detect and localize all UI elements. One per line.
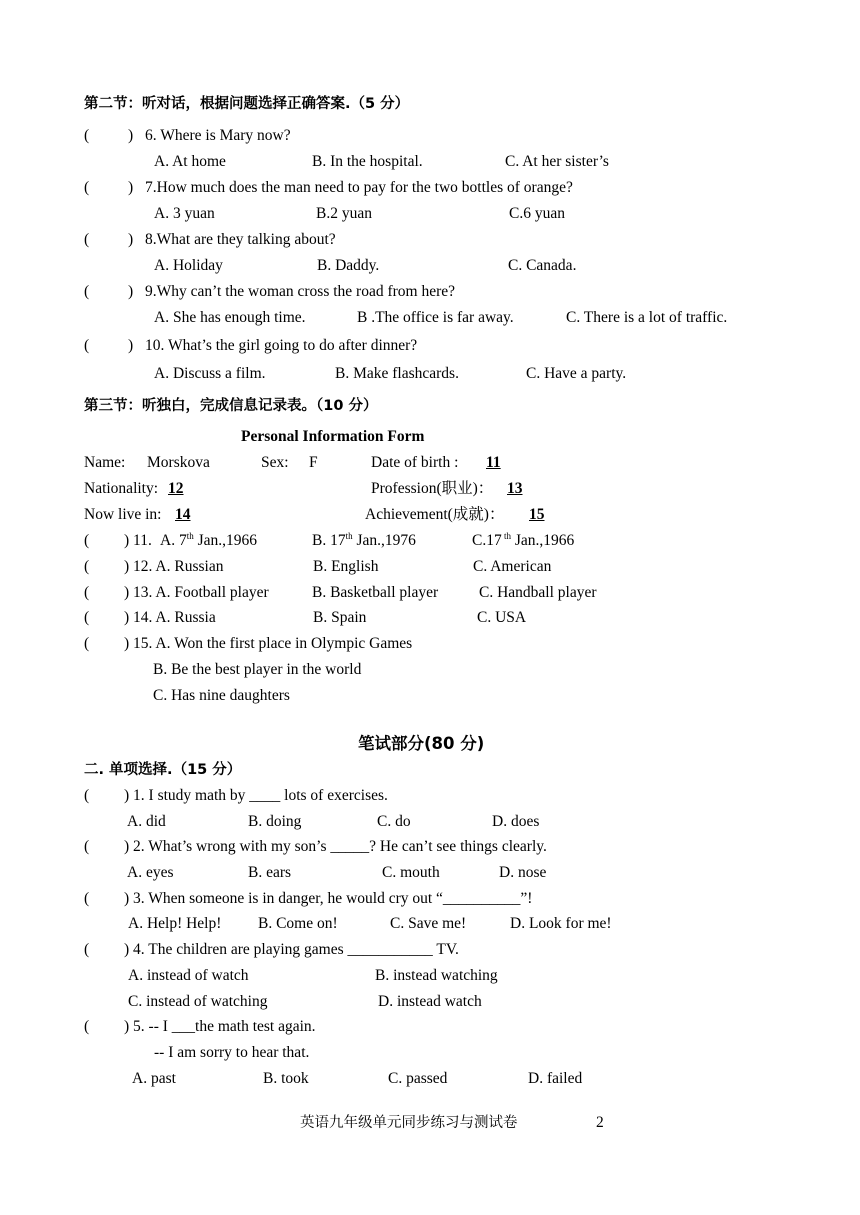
option-c: C. Has nine daughters — [153, 687, 290, 704]
option-c: C. USA — [477, 609, 527, 626]
option-b: B. Make flashcards. — [335, 365, 459, 382]
option-d: D. Look for me! — [510, 915, 612, 932]
achievement-label: Achievement(成就)： — [365, 506, 505, 523]
live-blank[interactable]: 14 — [175, 506, 191, 523]
name-value: Morskova — [147, 454, 210, 471]
option-c: C. Handball player — [479, 584, 597, 601]
name-label: Name: — [84, 454, 126, 471]
answer-paren-close: ) — [128, 231, 134, 248]
option-c: C. Have a party. — [526, 365, 627, 382]
option-d: D. instead watch — [378, 993, 482, 1010]
sex-value: F — [309, 454, 318, 471]
option-a: A. 7th Jan.,1966 — [160, 530, 258, 549]
option-c: C. instead of watching — [128, 993, 268, 1010]
option-b: B .The office is far away. — [357, 309, 514, 326]
option-b: B. Spain — [313, 609, 367, 626]
question-text: ) 5. -- I ___the math test again. — [124, 1018, 316, 1035]
option-c: C. Save me! — [390, 915, 467, 932]
question-text: ) 4. The children are playing games ___________ TV. — [124, 941, 459, 958]
answer-paren[interactable]: ( — [84, 337, 90, 354]
option-a: A. instead of watch — [128, 967, 249, 984]
dob-blank[interactable]: 11 — [486, 454, 501, 471]
option-b: B. Basketball player — [312, 584, 439, 601]
option-c: C. do — [377, 813, 411, 830]
section-3-title: 第三节：听独白，完成信息记录表。（10 分） — [84, 398, 378, 414]
question-text: ) 12. A. Russian — [124, 558, 224, 575]
option-b: B.2 yuan — [316, 205, 372, 222]
form-title: Personal Information Form — [241, 428, 425, 445]
option-b: B. ears — [248, 864, 292, 881]
answer-paren[interactable]: ( — [84, 1018, 90, 1035]
answer-paren[interactable]: ( — [84, 609, 90, 626]
sex-label: Sex: — [261, 454, 289, 471]
answer-paren-close: ) — [128, 283, 134, 300]
answer-paren-close: ) — [128, 179, 134, 196]
option-a: A. did — [127, 813, 166, 830]
question-text: 10. What’s the girl going to do after dinner? — [145, 337, 418, 354]
answer-paren[interactable]: ( — [84, 787, 90, 804]
question-text: ) 3. When someone is in danger, he would cry out “__________”! — [124, 890, 533, 907]
answer-paren[interactable]: ( — [84, 635, 90, 652]
footer-title: 英语九年级单元同步练习与测试卷 — [300, 1115, 518, 1131]
option-c: C. mouth — [382, 864, 440, 881]
section-2-title: 第二节：听对话，根据问题选择正确答案.（5 分） — [84, 96, 410, 112]
option-c: C. passed — [388, 1070, 448, 1087]
answer-paren[interactable]: ( — [84, 179, 90, 196]
option-d: D. nose — [499, 864, 547, 881]
profession-blank[interactable]: 13 — [507, 480, 523, 497]
option-b: B. In the hospital. — [312, 153, 423, 170]
question-text: ) 13. A. Football player — [124, 584, 269, 601]
answer-paren[interactable]: ( — [84, 231, 90, 248]
response-text: -- I am sorry to hear that. — [154, 1044, 310, 1061]
question-number: ) 11. — [124, 532, 152, 549]
achievement-blank[interactable]: 15 — [529, 506, 545, 523]
option-b: B. English — [313, 558, 379, 575]
answer-paren-close: ) — [128, 337, 134, 354]
question-text: ) 2. What’s wrong with my son’s _____? He can’t see things clearly. — [124, 838, 547, 855]
option-b: B. doing — [248, 813, 302, 830]
live-label: Now live in: — [84, 506, 162, 523]
option-d: D. does — [492, 813, 540, 830]
single-choice-title: 二. 单项选择.（15 分） — [84, 762, 242, 778]
option-c: C.17 $^{th}$ Jan.,1966 — [472, 530, 575, 549]
option-c: C. There is a lot of traffic. — [566, 309, 728, 326]
option-a: A. She has enough time. — [154, 309, 306, 326]
option-a: A. At home — [154, 153, 226, 170]
option-d: D. failed — [528, 1070, 583, 1087]
answer-paren-close: ) — [128, 127, 134, 144]
question-text: 8.What are they talking about? — [145, 231, 336, 248]
page-number: 2 — [596, 1114, 604, 1131]
option-b: B. Daddy. — [317, 257, 380, 274]
answer-paren[interactable]: ( — [84, 558, 90, 575]
question-text: ) 1. I study math by ____ lots of exercises. — [124, 787, 388, 804]
option-a: A. eyes — [127, 864, 174, 881]
option-b: B. took — [263, 1070, 309, 1087]
option-c: C.6 yuan — [509, 205, 565, 222]
option-a: A. Discuss a film. — [154, 365, 266, 382]
option-b: B. 17th Jan.,1976 — [312, 530, 416, 549]
option-c: C. American — [473, 558, 552, 575]
answer-paren[interactable]: ( — [84, 584, 90, 601]
option-a: A. Help! Help! — [128, 915, 222, 932]
answer-paren[interactable]: ( — [84, 890, 90, 907]
option-a: A. Holiday — [154, 257, 223, 274]
option-a: A. past — [132, 1070, 176, 1087]
answer-paren[interactable]: ( — [84, 127, 90, 144]
option-c: C. At her sister’s — [505, 153, 609, 170]
question-text: 9.Why can’t the woman cross the road from here? — [145, 283, 456, 300]
answer-paren[interactable]: ( — [84, 941, 90, 958]
option-b: B. instead watching — [375, 967, 498, 984]
option-a: A. 3 yuan — [154, 205, 215, 222]
option-b: B. Come on! — [258, 915, 338, 932]
question-text: ) 15. A. Won the first place in Olympic Games — [124, 635, 413, 652]
question-text: ) 14. A. Russia — [124, 609, 216, 626]
answer-paren[interactable]: ( — [84, 532, 90, 549]
answer-paren[interactable]: ( — [84, 838, 90, 855]
option-c: C. Canada. — [508, 257, 577, 274]
nationality-label: Nationality: — [84, 480, 159, 497]
question-text: 6. Where is Mary now? — [145, 127, 291, 144]
question-text: 7.How much does the man need to pay for the two bottles of orange? — [145, 179, 573, 196]
dob-label: Date of birth : — [371, 454, 459, 471]
answer-paren[interactable]: ( — [84, 283, 90, 300]
profession-label: Profession(职业)： — [371, 480, 494, 497]
written-part-title: 笔试部分(80 分) — [358, 734, 485, 753]
option-b: B. Be the best player in the world — [153, 661, 362, 678]
nationality-blank[interactable]: 12 — [168, 480, 184, 497]
